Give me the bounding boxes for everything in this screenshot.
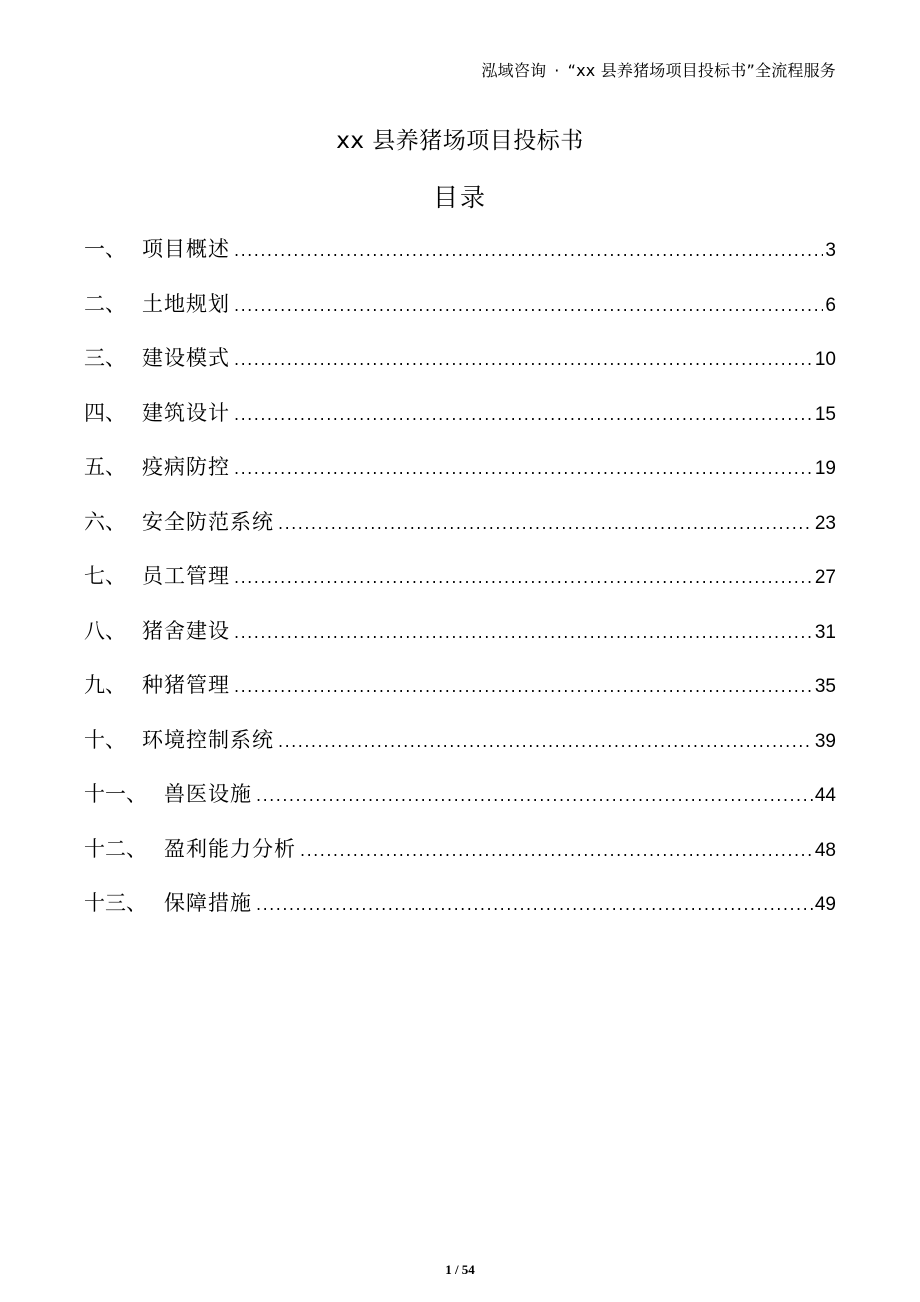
toc-entry-label: 环境控制系统 <box>142 727 274 752</box>
toc-entry[interactable] <box>84 451 836 506</box>
toc-entry-number: 八、 <box>84 618 126 643</box>
toc-entry-label: 种猪管理 <box>142 673 230 697</box>
toc-entry-number: 六、 <box>84 509 126 534</box>
header-tagline: “xx 县养猪场项目投标书”全流程服务 <box>567 61 836 80</box>
document-title: xx 县养猪场项目投标书 <box>336 128 584 154</box>
toc-entry-page: 48 <box>814 839 836 861</box>
toc-entry-label: 项目概述 <box>142 237 230 261</box>
toc-entry-page: 27 <box>814 567 836 588</box>
toc-dot-leader <box>234 677 813 696</box>
toc-entry-number: 五、 <box>84 455 126 479</box>
toc-entry-page: 3 <box>825 240 836 261</box>
toc-entry-number: 七、 <box>84 564 126 588</box>
toc-entry-number: 十三、 <box>84 891 147 915</box>
toc-entry-number: 一、 <box>84 237 126 261</box>
toc-dot-leader <box>234 568 813 587</box>
header-separator: · <box>554 61 560 80</box>
toc-entry-label: 建筑设计 <box>142 400 230 425</box>
toc-entry-page: 39 <box>814 730 836 752</box>
toc-entry-label: 保障措施 <box>164 891 252 915</box>
toc-dot-leader <box>234 350 813 369</box>
toc-heading: 目录 <box>432 183 487 212</box>
toc-entry-label: 员工管理 <box>142 564 230 588</box>
toc-dot-leader <box>256 895 813 914</box>
toc-entry-number: 九、 <box>84 673 126 697</box>
toc-entry-page: 6 <box>825 294 836 316</box>
page-number-footer: 1 / 54 <box>445 1262 475 1277</box>
toc-entry-number: 十、 <box>84 727 126 752</box>
page-header <box>481 58 836 81</box>
toc-entry-number: 二、 <box>84 291 126 316</box>
toc-dot-leader <box>234 623 813 642</box>
toc-entry[interactable] <box>84 233 836 288</box>
toc-entry-label: 建设模式 <box>142 346 230 370</box>
toc-entry-label: 兽医设施 <box>164 782 252 806</box>
toc-entry-label: 猪舍建设 <box>142 618 230 643</box>
toc-dot-leader <box>278 514 813 533</box>
toc-entry-number: 四、 <box>84 400 126 425</box>
toc-entry[interactable] <box>84 833 836 888</box>
table-of-contents <box>84 233 836 942</box>
toc-entry-page: 19 <box>814 458 836 479</box>
toc-entry[interactable] <box>84 288 836 343</box>
toc-entry-page: 15 <box>814 403 836 425</box>
toc-entry-page: 49 <box>814 894 836 915</box>
toc-entry-label: 盈利能力分析 <box>164 836 296 861</box>
toc-entry[interactable] <box>84 397 836 452</box>
toc-entry[interactable] <box>84 669 836 724</box>
toc-entry[interactable] <box>84 506 836 561</box>
toc-entry[interactable] <box>84 342 836 397</box>
header-company: 泓域咨询 <box>481 61 547 80</box>
toc-entry-page: 31 <box>814 621 836 643</box>
toc-dot-leader <box>300 841 813 860</box>
toc-dot-leader <box>234 459 813 478</box>
toc-dot-leader <box>234 296 823 315</box>
toc-dot-leader <box>278 732 813 751</box>
toc-entry-number: 十一、 <box>84 782 147 806</box>
toc-entry[interactable] <box>84 887 836 942</box>
toc-entry-label: 土地规划 <box>142 291 230 316</box>
toc-entry[interactable] <box>84 615 836 670</box>
toc-dot-leader <box>256 786 813 805</box>
toc-entry-page: 23 <box>814 512 836 534</box>
toc-entry-label: 疫病防控 <box>142 455 230 479</box>
toc-entry[interactable] <box>84 724 836 779</box>
toc-entry-label: 安全防范系统 <box>142 509 274 534</box>
toc-entry[interactable] <box>84 560 836 615</box>
toc-entry-page: 35 <box>814 676 836 697</box>
toc-entry-page: 10 <box>814 349 836 370</box>
toc-dot-leader <box>234 241 823 260</box>
toc-dot-leader <box>234 405 813 424</box>
toc-entry-page: 44 <box>814 785 836 806</box>
toc-entry-number: 十二、 <box>84 836 147 861</box>
toc-entry[interactable] <box>84 778 836 833</box>
toc-entry-number: 三、 <box>84 346 126 370</box>
